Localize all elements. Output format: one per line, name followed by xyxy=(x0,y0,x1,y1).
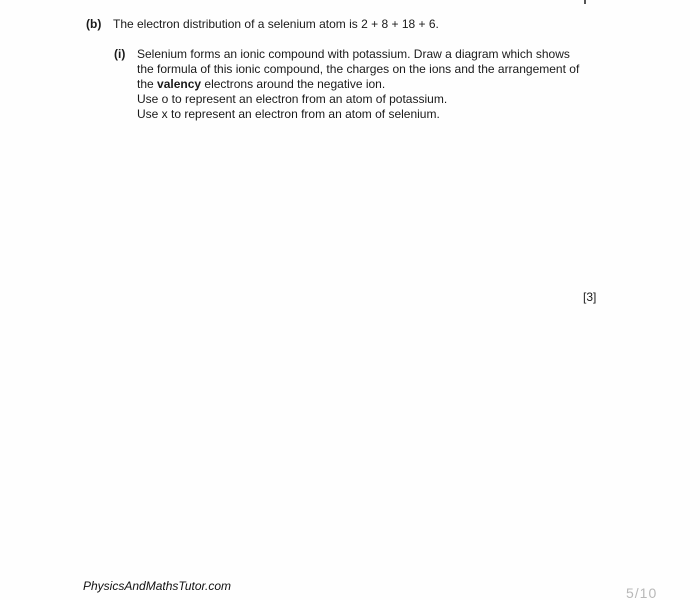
subquestion-text xyxy=(137,47,607,122)
part-text: The electron distribution of a selenium atom is 2 + 8 + 18 + 6. xyxy=(113,17,439,31)
page-number: 5/10 xyxy=(626,585,658,601)
subquestion-line-5: Use x to represent an electron from an atom of selenium. xyxy=(137,107,440,121)
footer-brand: PhysicsAndMathsTutor.com xyxy=(83,579,232,593)
subquestion-line-1: Selenium forms an ionic compound with potassium. Draw a diagram which shows xyxy=(137,47,570,61)
subquestion-line-3 xyxy=(137,77,607,92)
subquestion-label: (i) xyxy=(114,47,126,61)
page-edge-mark xyxy=(584,0,586,4)
subquestion-line-4: Use o to represent an electron from an atom of potassium. xyxy=(137,92,448,106)
valency-keyword: valency xyxy=(157,77,202,91)
subquestion-line-2: the formula of this ionic compound, the charges on the ions and the arrangement of xyxy=(137,62,580,76)
part-label: (b) xyxy=(86,17,102,31)
subquestion-line-3-start: the xyxy=(137,77,158,91)
subquestion-line-3-end: electrons around the negative ion. xyxy=(201,77,386,91)
marks-indicator: [3] xyxy=(583,290,597,304)
